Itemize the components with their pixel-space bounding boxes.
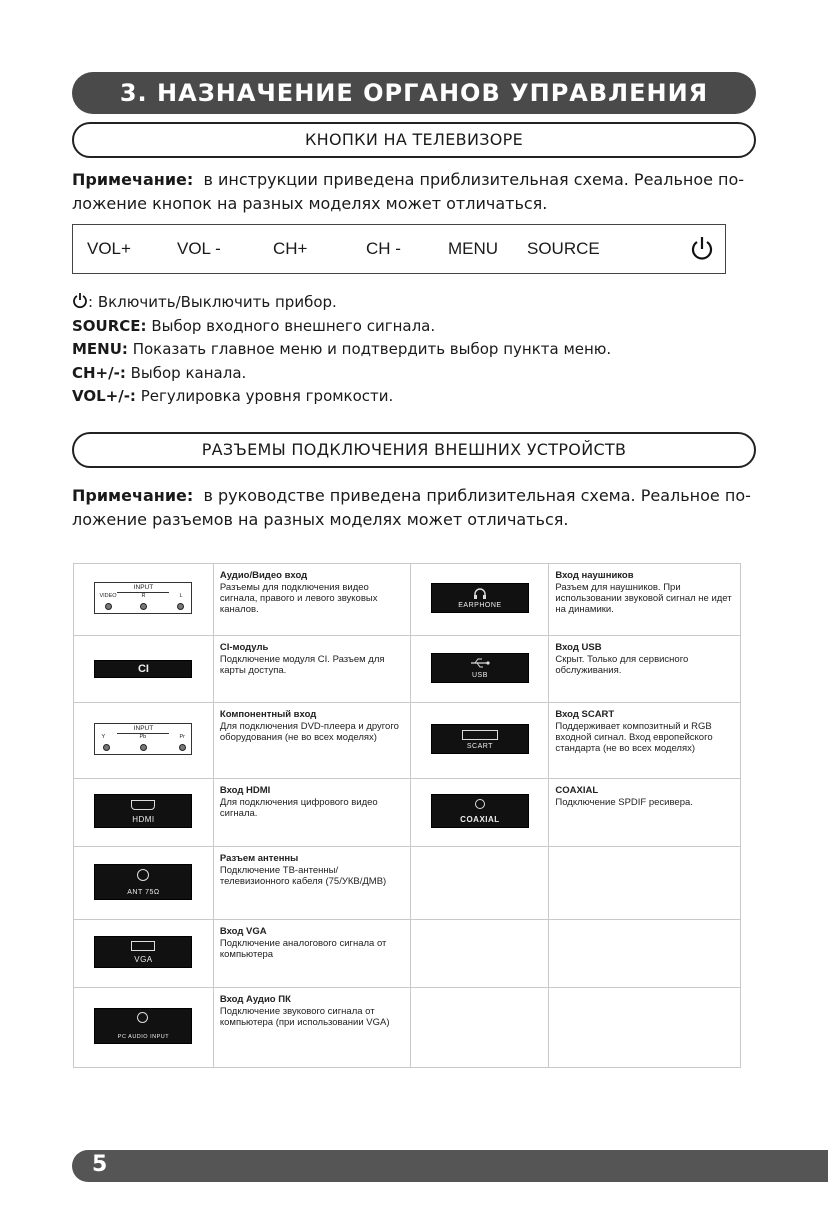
menu-desc: MENU: Показать главное меню и подтвердить выбор пункта меню.: [72, 340, 612, 358]
antenna-device: ANT 75Ω: [74, 847, 214, 920]
coaxial-device: COAXIAL: [411, 779, 549, 847]
connectors-table: [73, 563, 741, 1068]
connectors-heading: РАЗЪЕМЫ ПОДКЛЮЧЕНИЯ ВНЕШНИХ УСТРОЙСТВ: [72, 432, 756, 468]
ch-minus-label: CH -: [366, 239, 401, 258]
source-label: SOURCE: [527, 239, 600, 258]
usb-device: USB: [411, 636, 549, 703]
note-text: в инструкции приведена приблизительная схема. Реальное по-ложение кнопок на разных моделях может отличаться.: [72, 170, 745, 213]
note-label: Примечание:: [72, 170, 194, 189]
scart-device: SCART: [411, 703, 549, 779]
button-descriptions: [72, 291, 611, 409]
hdmi-device: HDMI: [74, 779, 214, 847]
usb-cell: Вход USB Скрыт. Только для сервисного обслуживания.: [549, 636, 741, 703]
section-title: 3. НАЗНАЧЕНИЕ ОРГАНОВ УПРАВЛЕНИЯ: [72, 72, 756, 114]
page-number: 5: [92, 1152, 108, 1177]
power-icon: [689, 235, 715, 263]
coaxial-port-icon: [475, 799, 485, 809]
headphones-icon: [473, 587, 487, 599]
scart-cell: Вход SCART Поддерживает композитный и RGB входной сигнал. Вход европейского стандарта (не во всех моделях): [549, 703, 741, 779]
antenna-port-icon: [137, 869, 149, 881]
vol-minus-label: VOL -: [177, 239, 221, 258]
source-desc: SOURCE: Выбор входного внешнего сигнала.: [72, 316, 436, 335]
ch-plus-label: CH+: [273, 239, 308, 258]
earphone-device: EARPHONE: [411, 564, 549, 636]
note-connectors: [72, 484, 762, 532]
note-buttons: [72, 168, 762, 216]
power-icon: [72, 292, 88, 309]
vol-desc: VOL+/-: Регулировка уровня громкости.: [72, 387, 394, 405]
scart-port-icon: [462, 730, 498, 740]
hdmi-port-icon: [131, 800, 155, 810]
power-desc: : Включить/Выключить прибор.: [72, 291, 611, 315]
vol-plus-label: VOL+: [87, 239, 131, 258]
pc-audio-cell: Вход Аудио ПК Подключение звукового сигнала от компьютера (при использовании VGA): [213, 988, 411, 1068]
usb-icon: [470, 658, 490, 668]
hdmi-cell: Вход HDMI Для подключения цифрового видео сигнала.: [213, 779, 411, 847]
antenna-cell: Разъем антенны Подключение ТВ-антенны/ телевизионного кабеля (75/УКВ/ДМВ): [213, 847, 411, 920]
pc-audio-device: PC AUDIO INPUT: [74, 988, 214, 1068]
vga-device: VGA: [74, 920, 214, 988]
component-device: INPUT Y Pb Pr: [74, 703, 214, 779]
menu-label: MENU: [448, 239, 499, 258]
page-footer: [72, 1150, 828, 1182]
tv-buttons-panel: [72, 224, 726, 274]
ch-desc: CH+/-: Выбор канала.: [72, 363, 247, 382]
coaxial-cell: COAXIAL Подключение SPDIF ресивера.: [549, 779, 741, 847]
component-cell: Компонентный вход Для подключения DVD-плеера и другого оборудования (не во всех моделях): [213, 703, 411, 779]
audio-jack-icon: [137, 1012, 148, 1023]
ci-device: CI: [74, 636, 214, 703]
av-device: INPUT VIDEO R L: [74, 564, 214, 636]
vga-port-icon: [131, 941, 155, 951]
note-text: в руководстве приведена приблизительная схема. Реальное по-ложение разъемов на разных моделях может отличаться.: [72, 486, 751, 529]
vga-cell: Вход VGA Подключение аналогового сигнала от компьютера: [213, 920, 411, 988]
note-label: Примечание:: [72, 486, 194, 505]
av-cell: Аудио/Видео вход Разъемы для подключения видео сигнала, правого и левого звуковых каналов.: [213, 564, 411, 636]
buttons-heading: КНОПКИ НА ТЕЛЕВИЗОРЕ: [72, 122, 756, 158]
ci-cell: CI-модуль Подключение модуля CI. Разъем для карты доступа.: [213, 636, 411, 703]
earphone-cell: Вход наушников Разъем для наушников. При использовании звуковой сигнал не идет на динамики.: [549, 564, 741, 636]
